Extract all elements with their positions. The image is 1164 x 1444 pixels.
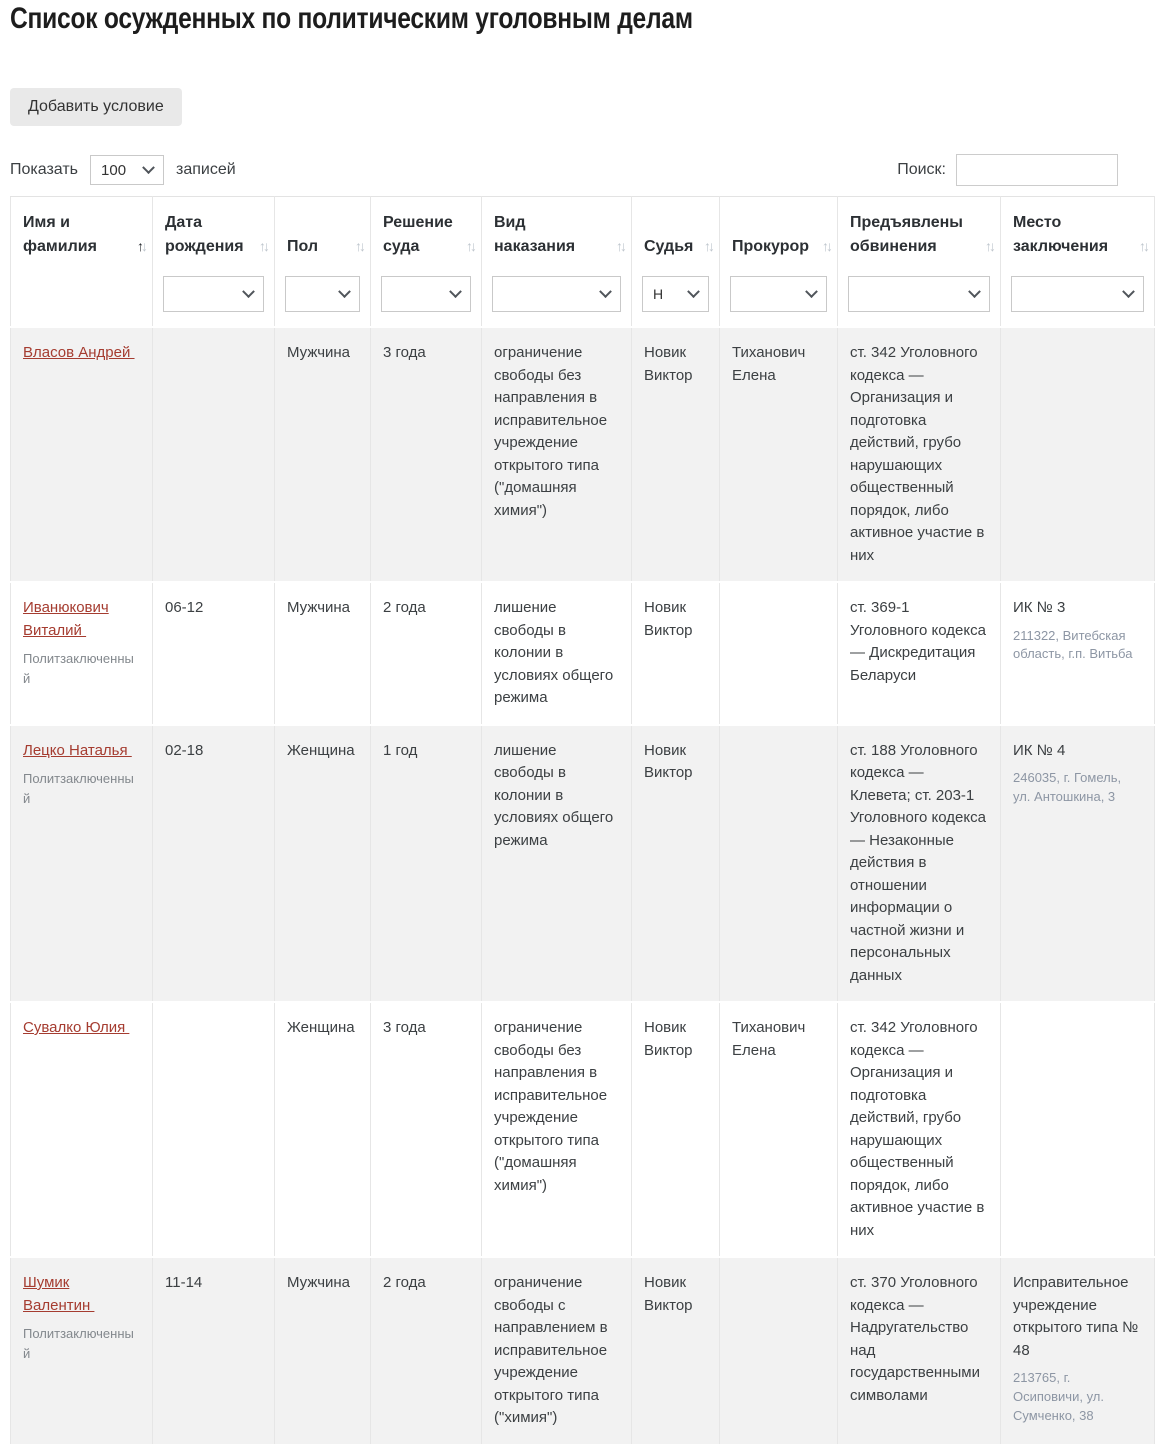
column-header-5[interactable]	[482, 197, 632, 275]
person-link[interactable]: Лецко Наталья	[23, 741, 132, 759]
column-label: Пол	[287, 238, 319, 255]
cell-charges: ст. 369-1 Уголовного кодекса — Дискредитация Беларуси	[838, 582, 1001, 725]
cell-prosecutor	[720, 1257, 838, 1444]
sort-icon[interactable]	[704, 236, 712, 257]
cell-gender: Мужчина	[275, 1257, 371, 1444]
sort-down-arrow-icon: ↓	[1143, 238, 1147, 254]
cell-verdict: 3 года	[371, 327, 482, 582]
cell-verdict: 1 год	[371, 725, 482, 1003]
place-address: 211322, Витебская область, г.п. Витьба	[1013, 627, 1133, 662]
filter-cell-4	[371, 274, 482, 327]
column-header-2[interactable]	[153, 197, 275, 275]
sort-up-arrow-icon: ↑	[985, 238, 989, 254]
sort-up-arrow-icon: ↑	[704, 238, 708, 254]
show-label: Показать	[10, 161, 79, 178]
cell-gender: Мужчина	[275, 582, 371, 725]
cell-name	[11, 327, 153, 582]
sort-up-arrow-icon: ↑	[616, 238, 620, 254]
sort-down-arrow-icon: ↓	[141, 238, 145, 254]
filter-cell-1	[11, 274, 153, 327]
page-length-select[interactable]	[90, 155, 164, 185]
cell-verdict: 2 года	[371, 1257, 482, 1444]
filter-cell-9	[1001, 274, 1155, 327]
cell-place	[1001, 327, 1155, 582]
column-label: Место заключения	[1013, 214, 1109, 255]
cell-prosecutor	[720, 582, 838, 725]
filter-cell-5	[482, 274, 632, 327]
status-note: Политзаключенный	[23, 1326, 134, 1361]
cell-verdict: 2 года	[371, 582, 482, 725]
sort-down-arrow-icon: ↓	[989, 238, 993, 254]
sort-up-arrow-icon: ↑	[1139, 238, 1143, 254]
table-row	[11, 1002, 1155, 1257]
table-body	[11, 327, 1155, 1444]
table-header-row	[11, 197, 1155, 275]
cell-place	[1001, 1257, 1155, 1444]
add-condition-button[interactable]: Добавить условие	[10, 88, 182, 126]
cell-judge: Новик Виктор	[632, 1257, 720, 1444]
filter-value: Н	[653, 286, 664, 302]
records-label: записей	[176, 161, 236, 178]
sort-icon[interactable]	[616, 236, 624, 257]
cell-punishment: лишение свободы в колонии в условиях общего режима	[482, 725, 632, 1003]
column-header-1[interactable]	[11, 197, 153, 275]
cell-judge: Новик Виктор	[632, 725, 720, 1003]
filter-select-7[interactable]	[730, 276, 827, 312]
sort-up-arrow-icon: ↑	[822, 238, 826, 254]
cell-birth-date	[153, 327, 275, 582]
filter-select-3[interactable]	[285, 276, 360, 312]
convicts-table	[10, 196, 1155, 1444]
filter-select-9[interactable]	[1011, 276, 1144, 312]
column-label: Прокурор	[732, 238, 810, 255]
status-note: Политзаключенный	[23, 651, 134, 686]
sort-down-arrow-icon: ↓	[708, 238, 712, 254]
column-label: Имя и фамилия	[23, 214, 97, 255]
cell-punishment: ограничение свободы без направления в исправительное учреждение открытого типа ("домашняя химия")	[482, 327, 632, 582]
person-link[interactable]: Власов Андрей	[23, 344, 135, 361]
column-header-3[interactable]	[275, 197, 371, 275]
cell-gender: Мужчина	[275, 327, 371, 582]
cell-charges: ст. 342 Уголовного кодекса — Организация и подготовка действий, грубо нарушающих общественный порядок, либо активное участие в них	[838, 1002, 1001, 1257]
chevron-down-icon	[338, 285, 351, 298]
cell-gender: Женщина	[275, 1002, 371, 1257]
cell-punishment: ограничение свободы с направлением в исправительное учреждение открытого типа ("химия")	[482, 1257, 632, 1444]
column-header-8[interactable]	[838, 197, 1001, 275]
column-label: Вид наказания	[494, 214, 576, 255]
table-row	[11, 327, 1155, 582]
cell-place	[1001, 725, 1155, 1003]
table-controls	[10, 154, 1154, 186]
filter-select-8[interactable]	[848, 276, 990, 312]
filter-select-6[interactable]	[642, 276, 709, 312]
filter-select-5[interactable]	[492, 276, 621, 312]
sort-down-arrow-icon: ↓	[620, 238, 624, 254]
table-row	[11, 582, 1155, 725]
sort-up-arrow-icon: ↑	[355, 238, 359, 254]
column-label: Дата рождения	[165, 214, 244, 255]
status-note: Политзаключенный	[23, 771, 134, 806]
cell-punishment: лишение свободы в колонии в условиях общего режима	[482, 582, 632, 725]
sort-icon[interactable]	[1139, 236, 1147, 257]
cell-prosecutor	[720, 725, 838, 1003]
chevron-down-icon	[1122, 285, 1135, 298]
column-header-9[interactable]	[1001, 197, 1155, 275]
table-row	[11, 725, 1155, 1003]
filter-cell-8	[838, 274, 1001, 327]
cell-punishment: ограничение свободы без направления в исправительное учреждение открытого типа ("домашняя химия")	[482, 1002, 632, 1257]
sort-down-arrow-icon: ↓	[359, 238, 363, 254]
chevron-down-icon	[242, 285, 255, 298]
column-label: Предъявлены обвинения	[850, 214, 963, 255]
column-header-6[interactable]	[632, 197, 720, 275]
sort-icon[interactable]	[822, 236, 830, 257]
chevron-down-icon	[968, 285, 981, 298]
search-group	[897, 154, 1118, 186]
filter-cell-6	[632, 274, 720, 327]
search-label: Поиск:	[897, 161, 946, 178]
cell-birth-date	[153, 1002, 275, 1257]
sort-icon[interactable]	[985, 236, 993, 257]
chevron-down-icon	[449, 285, 462, 298]
chevron-down-icon	[142, 161, 155, 174]
cell-name	[11, 582, 153, 725]
cell-place	[1001, 1002, 1155, 1257]
chevron-down-icon	[805, 285, 818, 298]
cell-prosecutor: Тиханович Елена	[720, 327, 838, 582]
cell-judge: Новик Виктор	[632, 582, 720, 725]
cell-charges: ст. 342 Уголовного кодекса — Организация и подготовка действий, грубо нарушающих общественный порядок, либо активное участие в них	[838, 327, 1001, 582]
place-name: ИК № 3	[1013, 599, 1066, 616]
cell-judge: Новик Виктор	[632, 1002, 720, 1257]
filter-cell-2	[153, 274, 275, 327]
cell-birth-date: 06-12	[153, 582, 275, 725]
place-address: 246035, г. Гомель, ул. Антошкина, 3	[1013, 770, 1122, 804]
sort-down-arrow-icon: ↓	[470, 238, 474, 254]
person-link[interactable]: Шумик Валентин	[23, 1274, 95, 1314]
column-label: Судья	[644, 238, 694, 255]
place-address: 213765, г. Осиповичи, ул. Сумченко, 38	[1013, 1370, 1104, 1423]
sort-icon[interactable]	[466, 236, 474, 257]
sort-up-arrow-icon: ↑	[259, 238, 263, 254]
filter-select-4[interactable]	[381, 276, 471, 312]
sort-icon[interactable]	[259, 236, 267, 257]
cell-charges: ст. 370 Уголовного кодекса — Надругательство над государственными символами	[838, 1257, 1001, 1444]
filter-select-2[interactable]	[163, 276, 264, 312]
chevron-down-icon	[599, 285, 612, 298]
cell-birth-date: 11-14	[153, 1257, 275, 1444]
column-header-4[interactable]	[371, 197, 482, 275]
chevron-down-icon	[687, 285, 700, 298]
cell-name	[11, 1257, 153, 1444]
sort-icon[interactable]	[355, 236, 363, 257]
filter-cell-3	[275, 274, 371, 327]
column-label: Решение суда	[383, 214, 453, 255]
cell-verdict: 3 года	[371, 1002, 482, 1257]
filter-cell-7	[720, 274, 838, 327]
cell-gender: Женщина	[275, 725, 371, 1003]
table-row	[11, 1257, 1155, 1444]
search-input[interactable]	[956, 154, 1118, 186]
place-name: ИК № 4	[1013, 741, 1066, 759]
sort-down-arrow-icon: ↓	[263, 238, 267, 254]
page-title: Список осужденных по политическим уголовным делам	[10, 2, 693, 35]
sort-up-arrow-icon: ↑	[137, 238, 141, 254]
cell-name	[11, 1002, 153, 1257]
cell-place	[1001, 582, 1155, 725]
cell-birth-date: 02-18	[153, 725, 275, 1003]
page-length-value: 100	[101, 161, 127, 179]
cell-judge: Новик Виктор	[632, 327, 720, 582]
sort-down-arrow-icon: ↓	[826, 238, 830, 254]
place-name: Исправительное учреждение открытого типа № 48	[1013, 1274, 1139, 1359]
sort-up-arrow-icon: ↑	[466, 238, 470, 254]
column-header-7[interactable]	[720, 197, 838, 275]
cell-charges: ст. 188 Уголовного кодекса — Клевета; ст. 203-1 Уголовного кодекса — Незаконные действия в отношении информации о частной жизни и персональных данных	[838, 725, 1001, 1003]
page-length-group	[10, 155, 236, 185]
sort-icon[interactable]	[137, 236, 145, 257]
table-filter-row	[11, 274, 1155, 327]
cell-name	[11, 725, 153, 1003]
cell-prosecutor: Тиханович Елена	[720, 1002, 838, 1257]
person-link[interactable]: Сувалко Юлия	[23, 1019, 130, 1036]
person-link[interactable]: Иванюкович Виталий	[23, 599, 109, 639]
